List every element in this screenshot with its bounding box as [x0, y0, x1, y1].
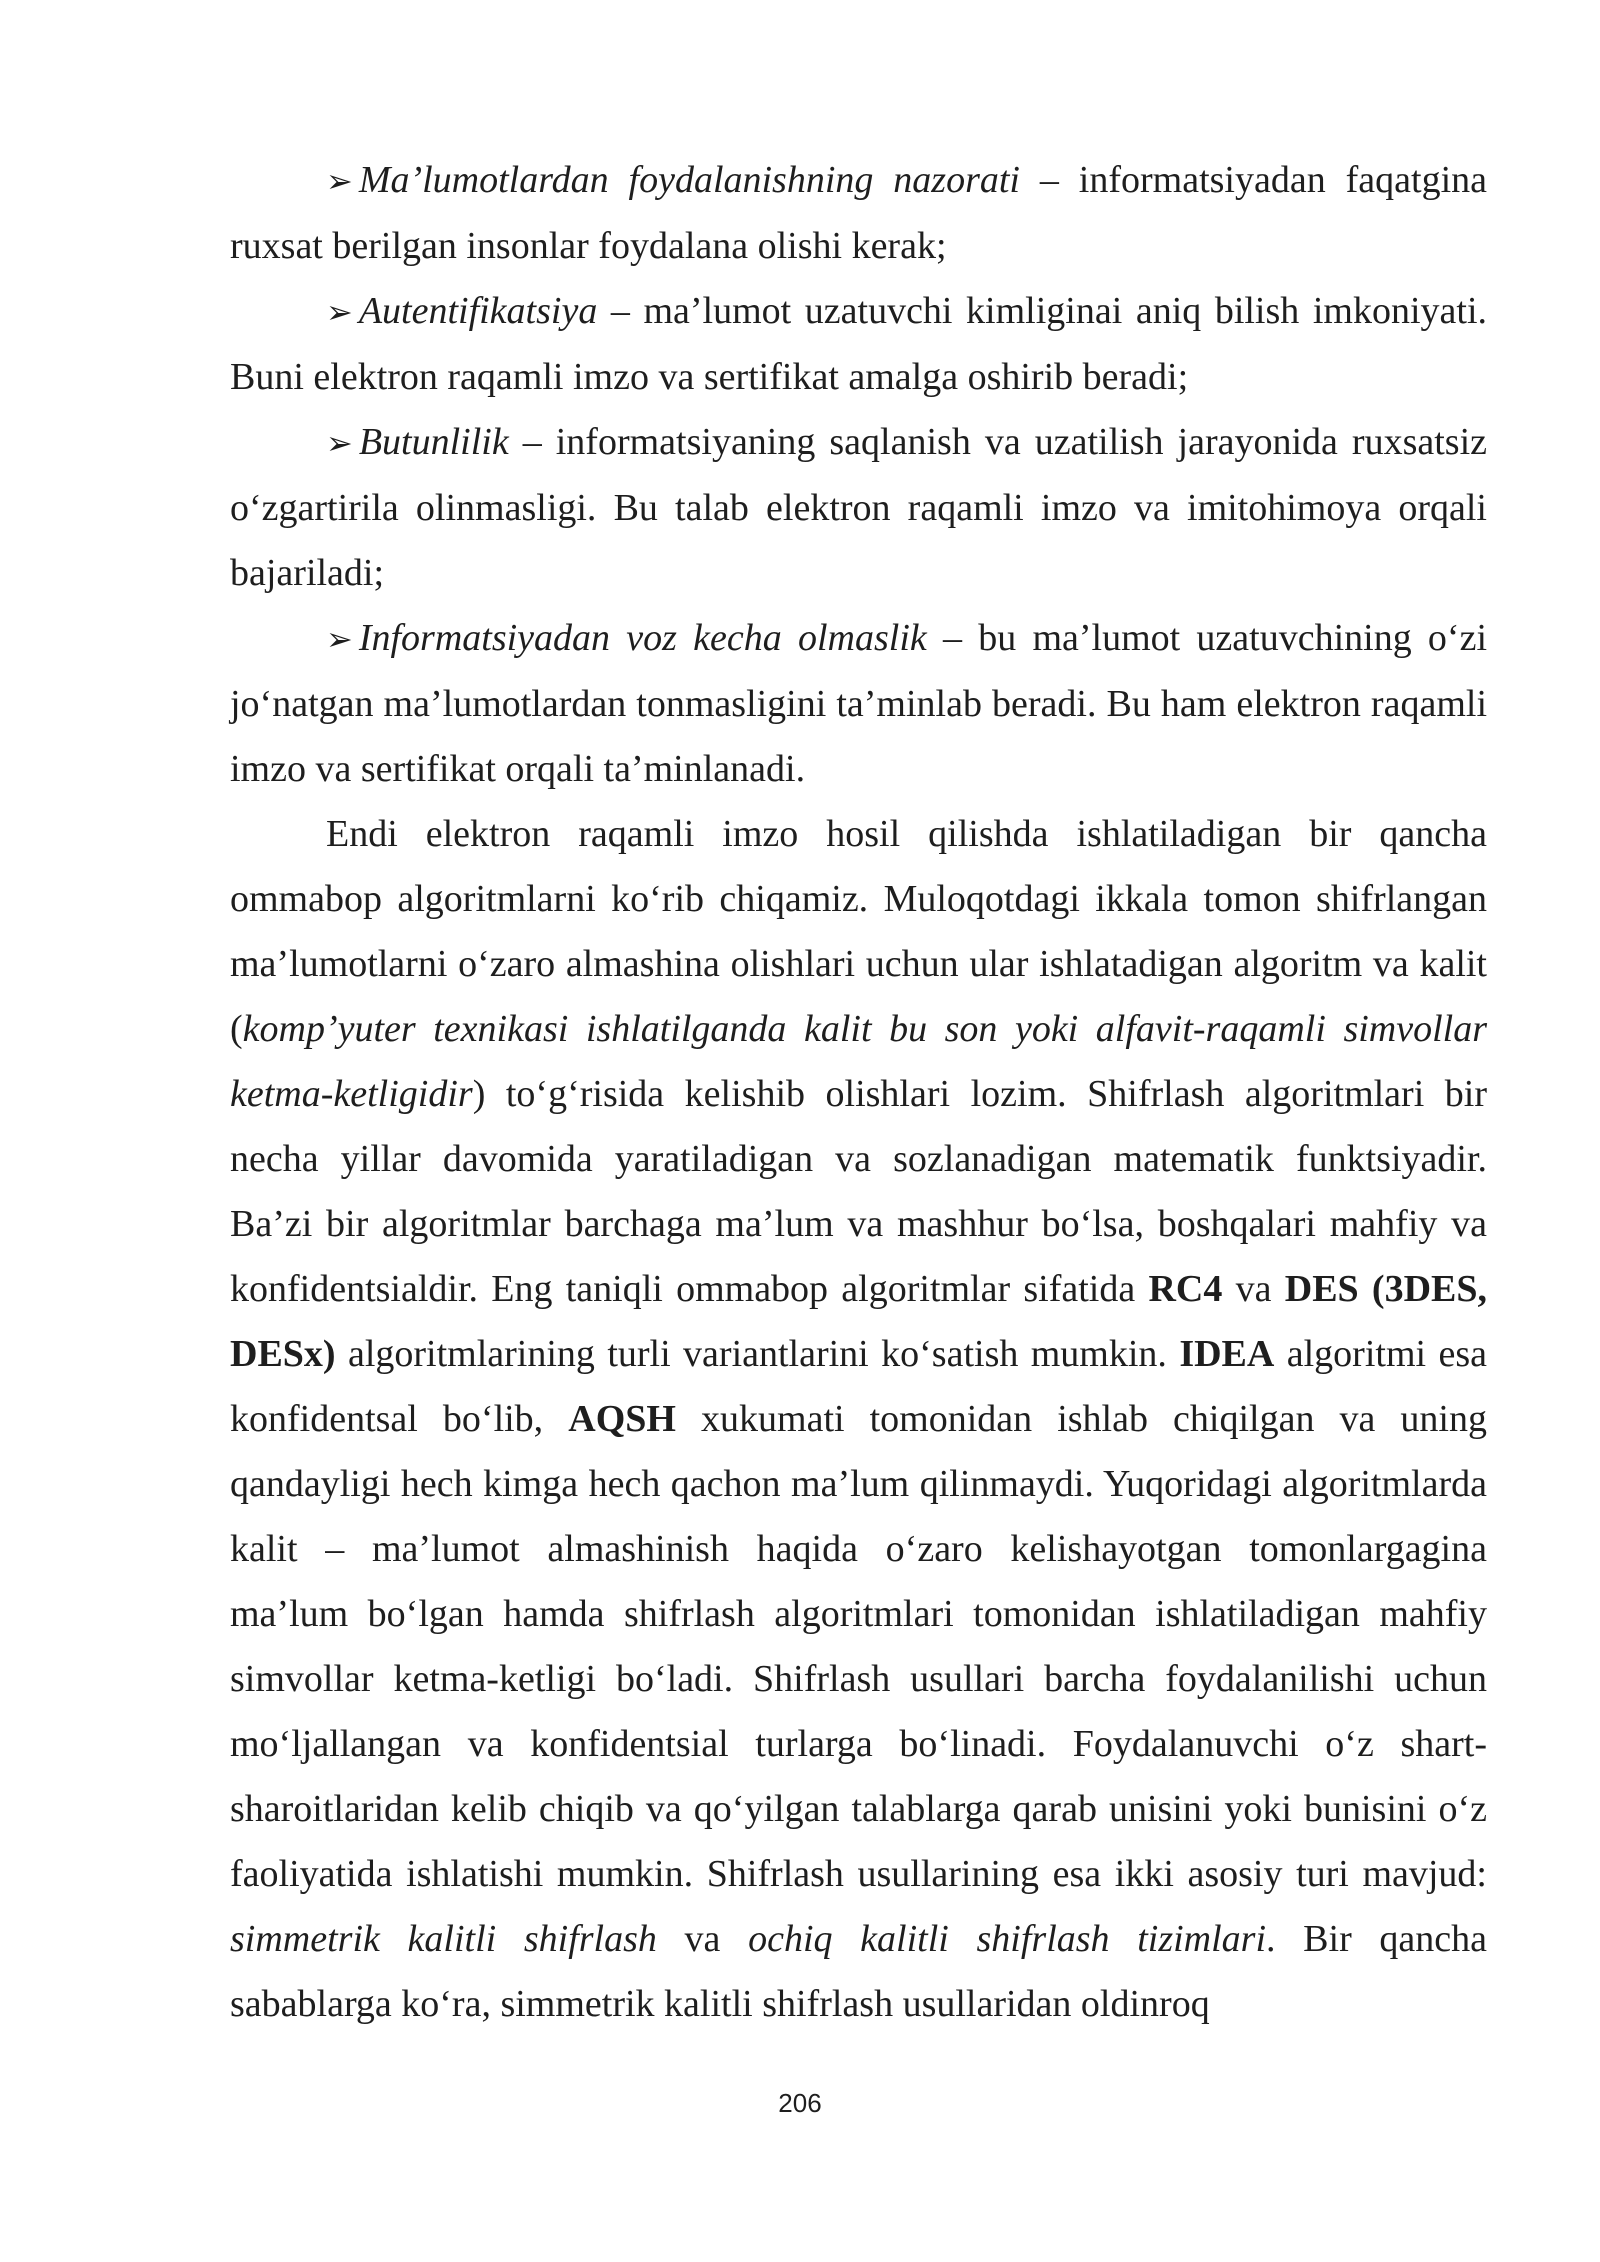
- arrow-bullet-icon: ➢: [326, 424, 353, 462]
- bold-term: AQSH: [568, 1398, 676, 1440]
- text-run: Endi elektron raqamli imzo hosil qilishda ishlatiladigan bir qancha ommabop algoritmlarni ko‘rib chiqamiz. Muloqotdagi ikkala tomon shifrlangan ma’lumotlarni o‘zaro almashina olishlari uchun ular ishlatadigan algoritm va kalit (: [230, 813, 1487, 1050]
- bullet-term: Autentifikatsiya: [358, 290, 598, 332]
- document-body: [230, 148, 1487, 2037]
- bold-term: DES (3DES, DESx): [230, 1268, 1487, 1375]
- bullet-text: – ma’lumot uzatuvchi kimliginai aniq bilish imkoniyati. Buni elektron raqamli imzo va sertifikat amalga oshirib beradi;: [230, 290, 1487, 398]
- body-paragraph: [230, 802, 1487, 2037]
- bullet-text: – informatsiyaning saqlanish va uzatilish jarayonida ruxsatsiz o‘zgartirila olinmasligi. Bu talab elektron raqamli imzo va imitohimoya orqali bajariladi;: [230, 421, 1487, 594]
- italic-run: simmetrik kalitli shifrlash: [230, 1918, 657, 1960]
- bullet-term: Informatsiyadan voz kecha olmaslik: [358, 617, 927, 659]
- text-run: . Bir qancha sabablarga ko‘ra, simmetrik kalitli shifrlash usullaridan oldinroq: [230, 1918, 1488, 2025]
- text-run: ) to‘g‘risida kelishib olishlari lozim. Shifrlash algoritmlari bir necha yillar davomida yaratiladigan va sozlanadigan matematik funktsiyadir. Ba’zi bir algoritmlar barchaga ma’lum va mashhur bo‘lsa, boshqalari mahfiy va konfidentsialdir. Eng taniqli ommabop algoritmlar sifatida: [230, 1073, 1487, 1310]
- bullet-text: – informatsiyadan faqatgina ruxsat berilgan insonlar foydalana olishi kerak;: [230, 159, 1487, 267]
- bullet-term: Butunlilik: [358, 421, 509, 463]
- arrow-bullet-icon: ➢: [326, 293, 353, 331]
- text-run: va: [1222, 1268, 1285, 1310]
- bold-term: IDEA: [1179, 1333, 1275, 1375]
- bullet-term: Ma’lumotlardan foydalanishning nazorati: [358, 159, 1020, 201]
- bullet-item: [230, 279, 1487, 410]
- page-number: 206: [778, 2088, 822, 2118]
- arrow-bullet-icon: ➢: [326, 162, 353, 200]
- text-run: algoritmlarining turli variantlarini ko‘satish mumkin.: [335, 1333, 1180, 1375]
- bullet-item: [230, 606, 1487, 802]
- text-run: xukumati tomonidan ishlab chiqilgan va uning qandayligi hech kimga hech qachon ma’lum qilinmaydi. Yuqoridagi algoritmlarda kalit – ma’lumot almashinish haqida o‘zaro kelishayotgan tomonlargagina ma’lum bo‘lgan hamda shifrlash algoritmlari tomonidan ishlatiladigan mahfiy simvollar ketma-ketligi bo‘ladi. Shifrlash usullari barcha foydalanilishi uchun mo‘ljallangan va konfidentsial turlarga bo‘linadi. Foydalanuvchi o‘z shart-sharoitlaridan kelib chiqib va qo‘yilgan talablarga qarab unisini yoki bunisini o‘z faoliyatida ishlatishi mumkin. Shifrlash usullarining esa ikki asosiy turi mavjud:: [230, 1398, 1487, 1895]
- bullet-text: – bu ma’lumot uzatuvchining o‘zi jo‘natgan ma’lumotlardan tonmasligini ta’minlab beradi. Bu ham elektron raqamli imzo va sertifikat orqali ta’minlanadi.: [230, 617, 1488, 790]
- bold-term: RC4: [1148, 1268, 1223, 1310]
- arrow-bullet-icon: ➢: [326, 620, 353, 658]
- bullet-item: [230, 410, 1487, 606]
- text-run: va: [656, 1918, 749, 1960]
- italic-run: ochiq kalitli shifrlash tizimlari: [748, 1918, 1267, 1960]
- italic-run: komp’yuter texnikasi ishlatilganda kalit bu son yoki alfavit-raqamli simvollar ketma-ketligidir: [230, 1008, 1487, 1115]
- bullet-item: [230, 148, 1487, 279]
- text-run: algoritmi esa konfidentsal bo‘lib,: [230, 1333, 1487, 1440]
